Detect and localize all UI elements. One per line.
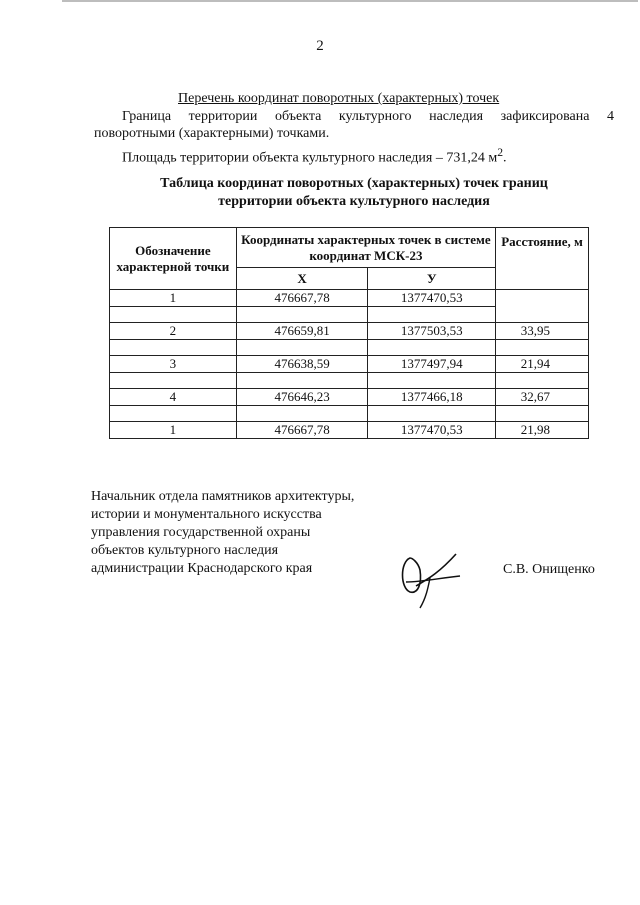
signer-title: [91, 488, 354, 578]
point-x: 476659,81: [236, 323, 368, 340]
point-y: 1377497,94: [368, 356, 496, 373]
signer-title-line: истории и монументального искусства: [91, 507, 322, 522]
signer-title-line: управления государственной охраны: [91, 525, 311, 540]
point-x: 476667,78: [236, 422, 368, 439]
signer-title-line: объектов культурного наследия: [91, 543, 279, 558]
point-id: 1: [110, 290, 237, 307]
table-row-point: [110, 290, 589, 307]
handwritten-signature: [396, 548, 466, 610]
coordinates-table: [109, 227, 589, 439]
point-y: 1377503,53: [368, 323, 496, 340]
table-title: [94, 175, 614, 211]
table-title-line-1: Таблица координат поворотных (характерных) точек границ: [160, 176, 548, 191]
point-id: 1: [110, 422, 237, 439]
distance-value: 33,95: [496, 323, 589, 340]
area-unit-superscript: 2: [497, 146, 504, 159]
point-y: 1377466,18: [368, 389, 496, 406]
area-text: Площадь территории объекта культурного наследия – 731,24 м: [122, 150, 498, 166]
area-period: .: [503, 150, 507, 166]
scan-edge-line: [62, 0, 638, 2]
area-paragraph: [94, 144, 614, 167]
header-y: У: [368, 268, 496, 290]
header-designation: Обозначение характерной точки: [110, 228, 237, 290]
header-x: X: [236, 268, 368, 290]
distance-empty: [496, 290, 589, 323]
list-title: Перечень координат поворотных (характерных) точек: [178, 91, 500, 106]
table-row-point: [110, 356, 589, 373]
signer-name: С.В. Онищенко: [503, 562, 595, 577]
point-id: 4: [110, 389, 237, 406]
header-distance: Расстояние, м: [496, 228, 589, 290]
point-x: 476638,59: [236, 356, 368, 373]
page-number: 2: [316, 38, 324, 54]
point-x: 476646,23: [236, 389, 368, 406]
table-row-point: [110, 389, 589, 406]
point-y: 1377470,53: [368, 422, 496, 439]
distance-value: 21,98: [496, 422, 589, 439]
distance-value: 32,67: [496, 389, 589, 406]
distance-empty: [496, 406, 589, 422]
table-row-point: [110, 422, 589, 439]
signer-title-line: Начальник отдела памятников архитектуры,: [91, 489, 355, 504]
distance-value: 21,94: [496, 356, 589, 373]
table-row-point: [110, 323, 589, 340]
table-title-line-2: территории объекта культурного наследия: [218, 194, 490, 209]
header-coordinates: Координаты характерных точек в системе координат МСК-23: [236, 228, 495, 268]
distance-empty: [496, 373, 589, 389]
boundary-paragraph: Граница территории объекта культурного наследия зафиксирована 4 поворотными (характерными) точками.: [94, 109, 614, 141]
point-id: 2: [110, 323, 237, 340]
distance-empty: [496, 340, 589, 356]
point-y: 1377470,53: [368, 290, 496, 307]
point-x: 476667,78: [236, 290, 368, 307]
point-id: 3: [110, 356, 237, 373]
signer-title-line: администрации Краснодарского края: [91, 561, 313, 576]
